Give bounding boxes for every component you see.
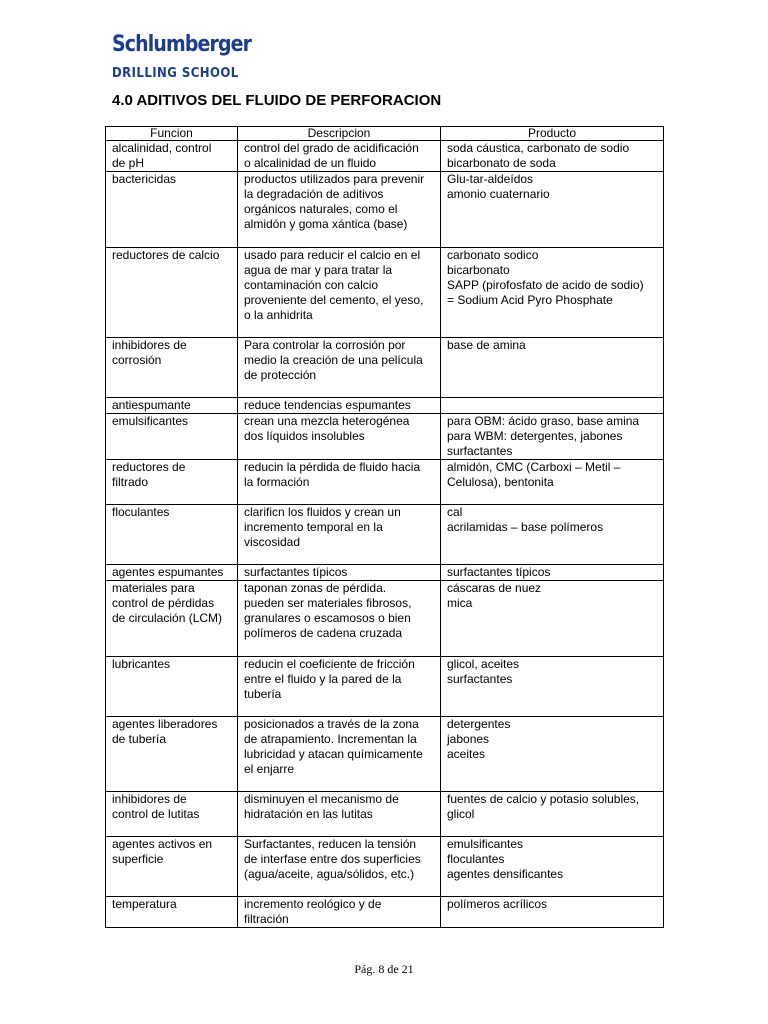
column-header-producto: Producto [441,127,664,141]
table-row [106,398,664,414]
cell-funcion: agentes activos en superficie [106,837,238,897]
cell-descripcion: crean una mezcla heterogénea dos líquidos insolubles [238,414,441,460]
cell-descripcion: Surfactantes, reducen la tensión de interfase entre dos superficies (agua/aceite, agua/sólidos, etc.) [238,837,441,897]
cell-producto: cal acrilamidas – base polímeros [441,505,664,565]
cell-producto: surfactantes típicos [441,565,664,581]
table-row [106,141,664,172]
cell-producto: polímeros acrílicos [441,897,664,928]
cell-descripcion: control del grado de acidificación o alcalinidad de un fluido [238,141,441,172]
cell-funcion: bactericidas [106,172,238,248]
cell-producto: base de amina [441,338,664,398]
table-body [106,141,664,928]
cell-funcion: inhibidores de corrosión [106,338,238,398]
cell-funcion: temperatura [106,897,238,928]
table-row [106,657,664,717]
cell-descripcion: reducin el coeficiente de fricción entre el fluido y la pared de la tubería [238,657,441,717]
cell-producto: para OBM: ácido graso, base amina para WBM: detergentes, jabones surfactantes [441,414,664,460]
table-row [106,581,664,657]
table-row [106,460,664,505]
cell-descripcion: incremento reológico y de filtración [238,897,441,928]
section-title: 4.0 ADITIVOS DEL FLUIDO DE PERFORACION [112,92,442,109]
cell-funcion: alcalinidad, control de pH [106,141,238,172]
table-row [106,248,664,338]
table-row [106,565,664,581]
cell-funcion: agentes liberadores de tubería [106,717,238,792]
cell-funcion: agentes espumantes [106,565,238,581]
table-row [106,414,664,460]
additives-table [105,126,664,928]
cell-descripcion: usado para reducir el calcio en el agua de mar y para tratar la contaminación con calcio proveniente del cemento, el yeso, o la anhidrita [238,248,441,338]
cell-descripcion: taponan zonas de pérdida. pueden ser materiales fibrosos, granulares o escamosos o bien polímeros de cadena cruzada [238,581,441,657]
table-row [106,897,664,928]
table-header-row [106,127,664,141]
cell-descripcion: clarificn los fluidos y crean un incremento temporal en la viscosidad [238,505,441,565]
logo-brand-text: Schlumberger [112,32,252,57]
cell-descripcion: reducin la pérdida de fluido hacia la formación [238,460,441,505]
cell-descripcion: posicionados a través de la zona de atrapamiento. Incrementan la lubricidad y atacan químicamente el enjarre [238,717,441,792]
cell-funcion: lubricantes [106,657,238,717]
cell-funcion: materiales para control de pérdidas de circulación (LCM) [106,581,238,657]
cell-funcion: antiespumante [106,398,238,414]
table-row [106,338,664,398]
cell-producto [441,398,664,414]
cell-descripcion: productos utilizados para prevenir la degradación de aditivos orgánicos naturales, como el almidón y goma xántica (base) [238,172,441,248]
cell-funcion: reductores de calcio [106,248,238,338]
column-header-funcion: Funcion [106,127,238,141]
cell-producto: almidón, CMC (Carboxi – Metil – Celulosa), bentonita [441,460,664,505]
cell-funcion: inhibidores de control de lutitas [106,792,238,837]
cell-producto: glicol, aceites surfactantes [441,657,664,717]
cell-producto: detergentes jabones aceites [441,717,664,792]
cell-descripcion: reduce tendencias espumantes [238,398,441,414]
cell-funcion: reductores de filtrado [106,460,238,505]
cell-funcion: emulsificantes [106,414,238,460]
table-row [106,837,664,897]
logo-subtitle: DRILLING SCHOOL [112,66,239,81]
table-row [106,717,664,792]
cell-producto: carbonato sodico bicarbonato SAPP (pirofosfato de acido de sodio) = Sodium Acid Pyro Phosphate [441,248,664,338]
page-number: Pág. 8 de 21 [354,962,414,976]
table-row [106,172,664,248]
cell-funcion: floculantes [106,505,238,565]
cell-producto: soda cáustica, carbonato de sodio bicarbonato de soda [441,141,664,172]
column-header-descripcion: Descripcion [238,127,441,141]
cell-descripcion: surfactantes típicos [238,565,441,581]
schlumberger-logo [112,32,274,81]
cell-descripcion: disminuyen el mecanismo de hidratación en las lutitas [238,792,441,837]
cell-producto: cáscaras de nuez mica [441,581,664,657]
cell-producto: Glu-tar-aldeídos amonio cuaternario [441,172,664,248]
table-row [106,792,664,837]
table-row [106,505,664,565]
cell-producto: fuentes de calcio y potasio solubles, glicol [441,792,664,837]
cell-producto: emulsificantes floculantes agentes densificantes [441,837,664,897]
cell-descripcion: Para controlar la corrosión por medio la creación de una película de protección [238,338,441,398]
